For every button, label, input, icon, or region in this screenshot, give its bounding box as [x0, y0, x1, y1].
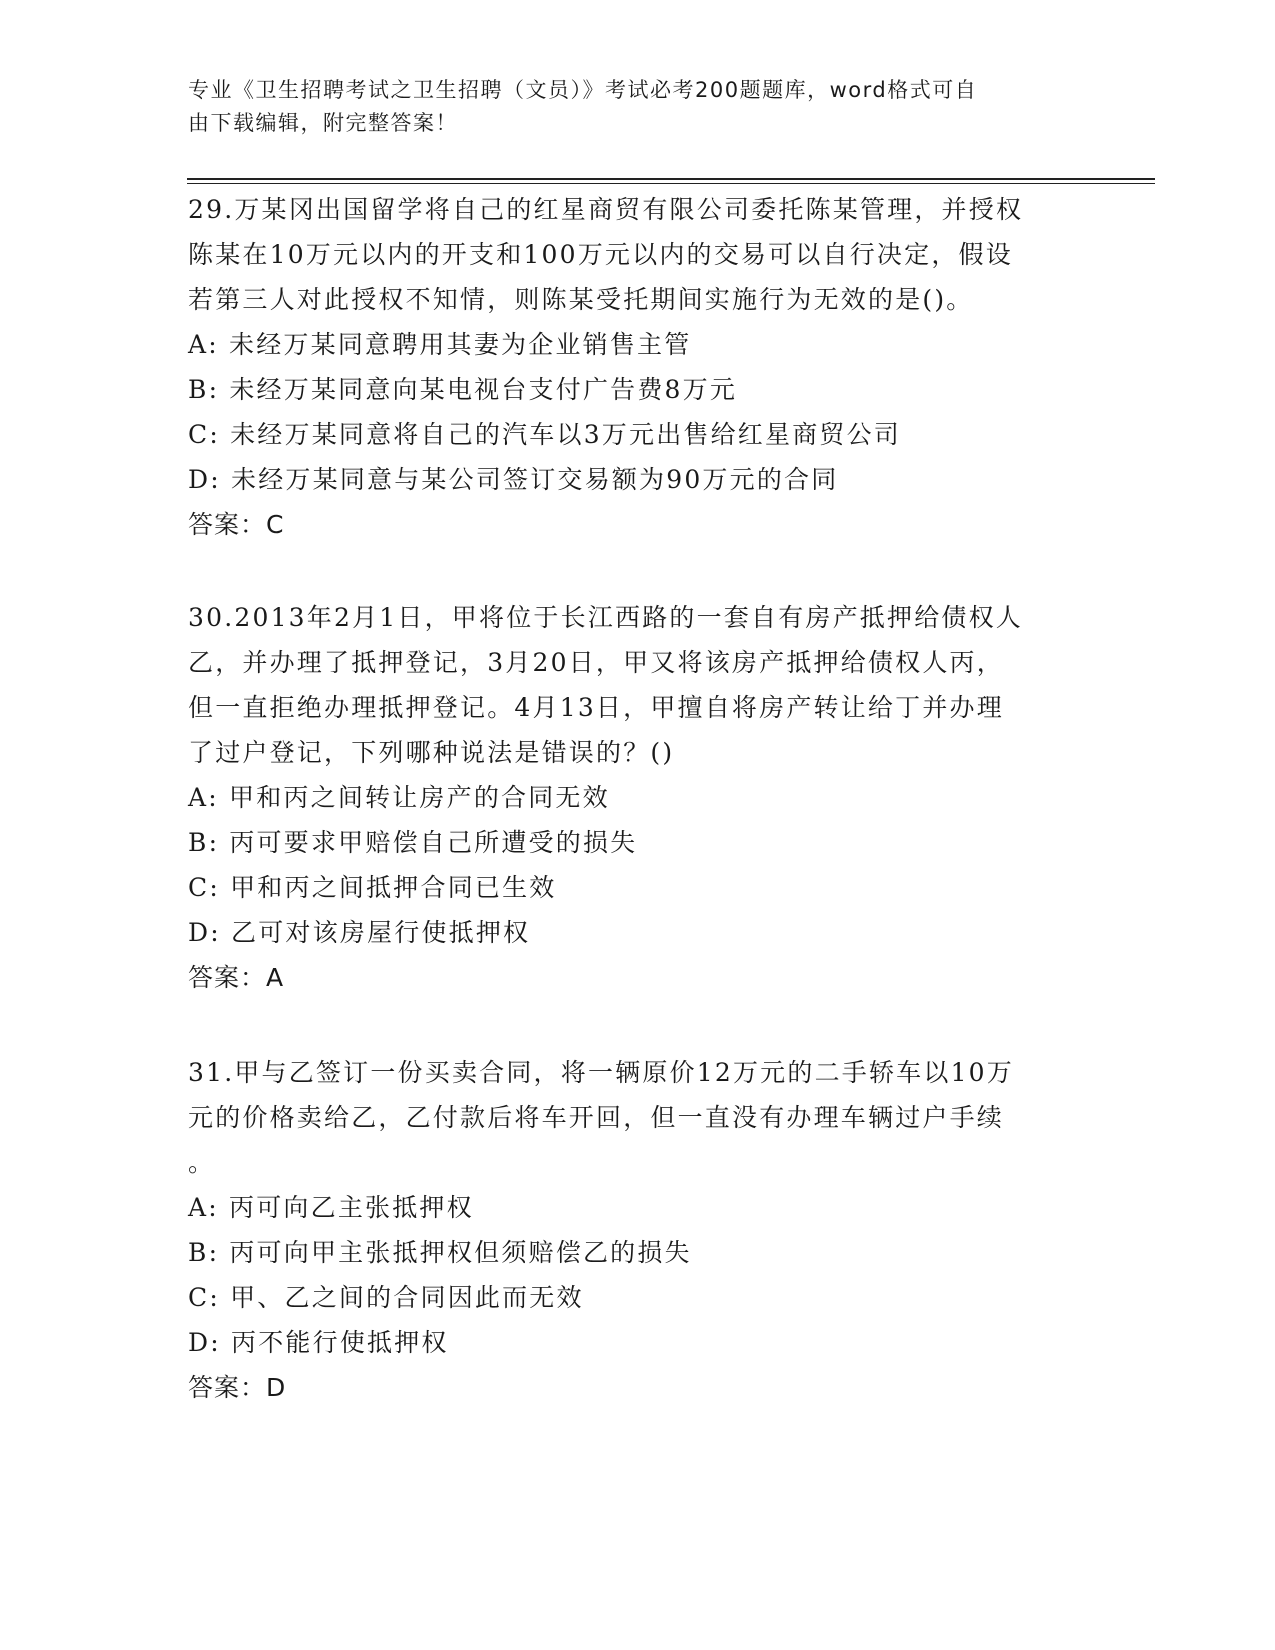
- answer-label: 答案：D: [188, 1373, 287, 1402]
- question-stem-line: 29.万某冈出国留学将自己的红星商贸有限公司委托陈某管理，并授权: [188, 195, 1024, 224]
- question-stem-line: 元的价格卖给乙，乙付款后将车开回，但一直没有办理车辆过户手续: [188, 1103, 1005, 1132]
- question-stem-line: 但一直拒绝办理抵押登记。4月13日，甲擅自将房产转让给丁并办理: [188, 693, 1004, 722]
- option-a: A: 未经万某同意聘用其妻为企业销售主管: [188, 330, 692, 359]
- option-c: C: 甲、乙之间的合同因此而无效: [188, 1283, 584, 1312]
- option-c: C: 甲和丙之间抵押合同已生效: [188, 873, 557, 902]
- option-c: C: 未经万某同意将自己的汽车以3万元出售给红星商贸公司: [188, 420, 902, 449]
- header-line-1: 专业《卫生招聘考试之卫生招聘（文员）》考试必考200题题库，word格式可自: [188, 78, 978, 102]
- option-b: B: 丙可向甲主张抵押权但须赔偿乙的损失: [188, 1238, 692, 1267]
- question-stem-line: 乙，并办理了抵押登记，3月20日，甲又将该房产抵押给债权人丙，: [188, 648, 1004, 677]
- option-d: D: 未经万某同意与某公司签订交易额为90万元的合同: [188, 465, 839, 494]
- question-29: [188, 187, 1088, 548]
- document-header: [188, 74, 1068, 140]
- option-a: A: 甲和丙之间转让房产的合同无效: [188, 783, 610, 812]
- header-line-2: 由下载编辑，附完整答案！: [188, 111, 458, 135]
- question-stem-line: 30.2013年2月1日，甲将位于长江西路的一套自有房产抵押给债权人: [188, 603, 1023, 632]
- answer-label: 答案：C: [188, 510, 285, 539]
- question-31: [188, 1050, 1088, 1411]
- question-stem-line: 了过户登记，下列哪种说法是错误的？(): [188, 738, 675, 767]
- question-stem-line: 陈某在10万元以内的开支和100万元以内的交易可以自行决定，假设: [188, 240, 1013, 269]
- option-d: D: 乙可对该房屋行使抵押权: [188, 918, 531, 947]
- question-30: [188, 595, 1088, 1001]
- option-a: A: 丙可向乙主张抵押权: [188, 1193, 474, 1222]
- option-b: B: 未经万某同意向某电视台支付广告费8万元: [188, 375, 738, 404]
- question-stem-line: 31.甲与乙签订一份买卖合同，将一辆原价12万元的二手轿车以10万: [188, 1058, 1014, 1087]
- answer-label: 答案：A: [188, 963, 285, 992]
- question-stem-line: 。: [188, 1148, 216, 1177]
- header-divider-thick: [187, 178, 1155, 180]
- option-b: B: 丙可要求甲赔偿自己所遭受的损失: [188, 828, 638, 857]
- option-d: D: 丙不能行使抵押权: [188, 1328, 449, 1357]
- header-divider-thin: [187, 183, 1155, 184]
- question-stem-line: 若第三人对此授权不知情，则陈某受托期间实施行为无效的是()。: [188, 285, 974, 314]
